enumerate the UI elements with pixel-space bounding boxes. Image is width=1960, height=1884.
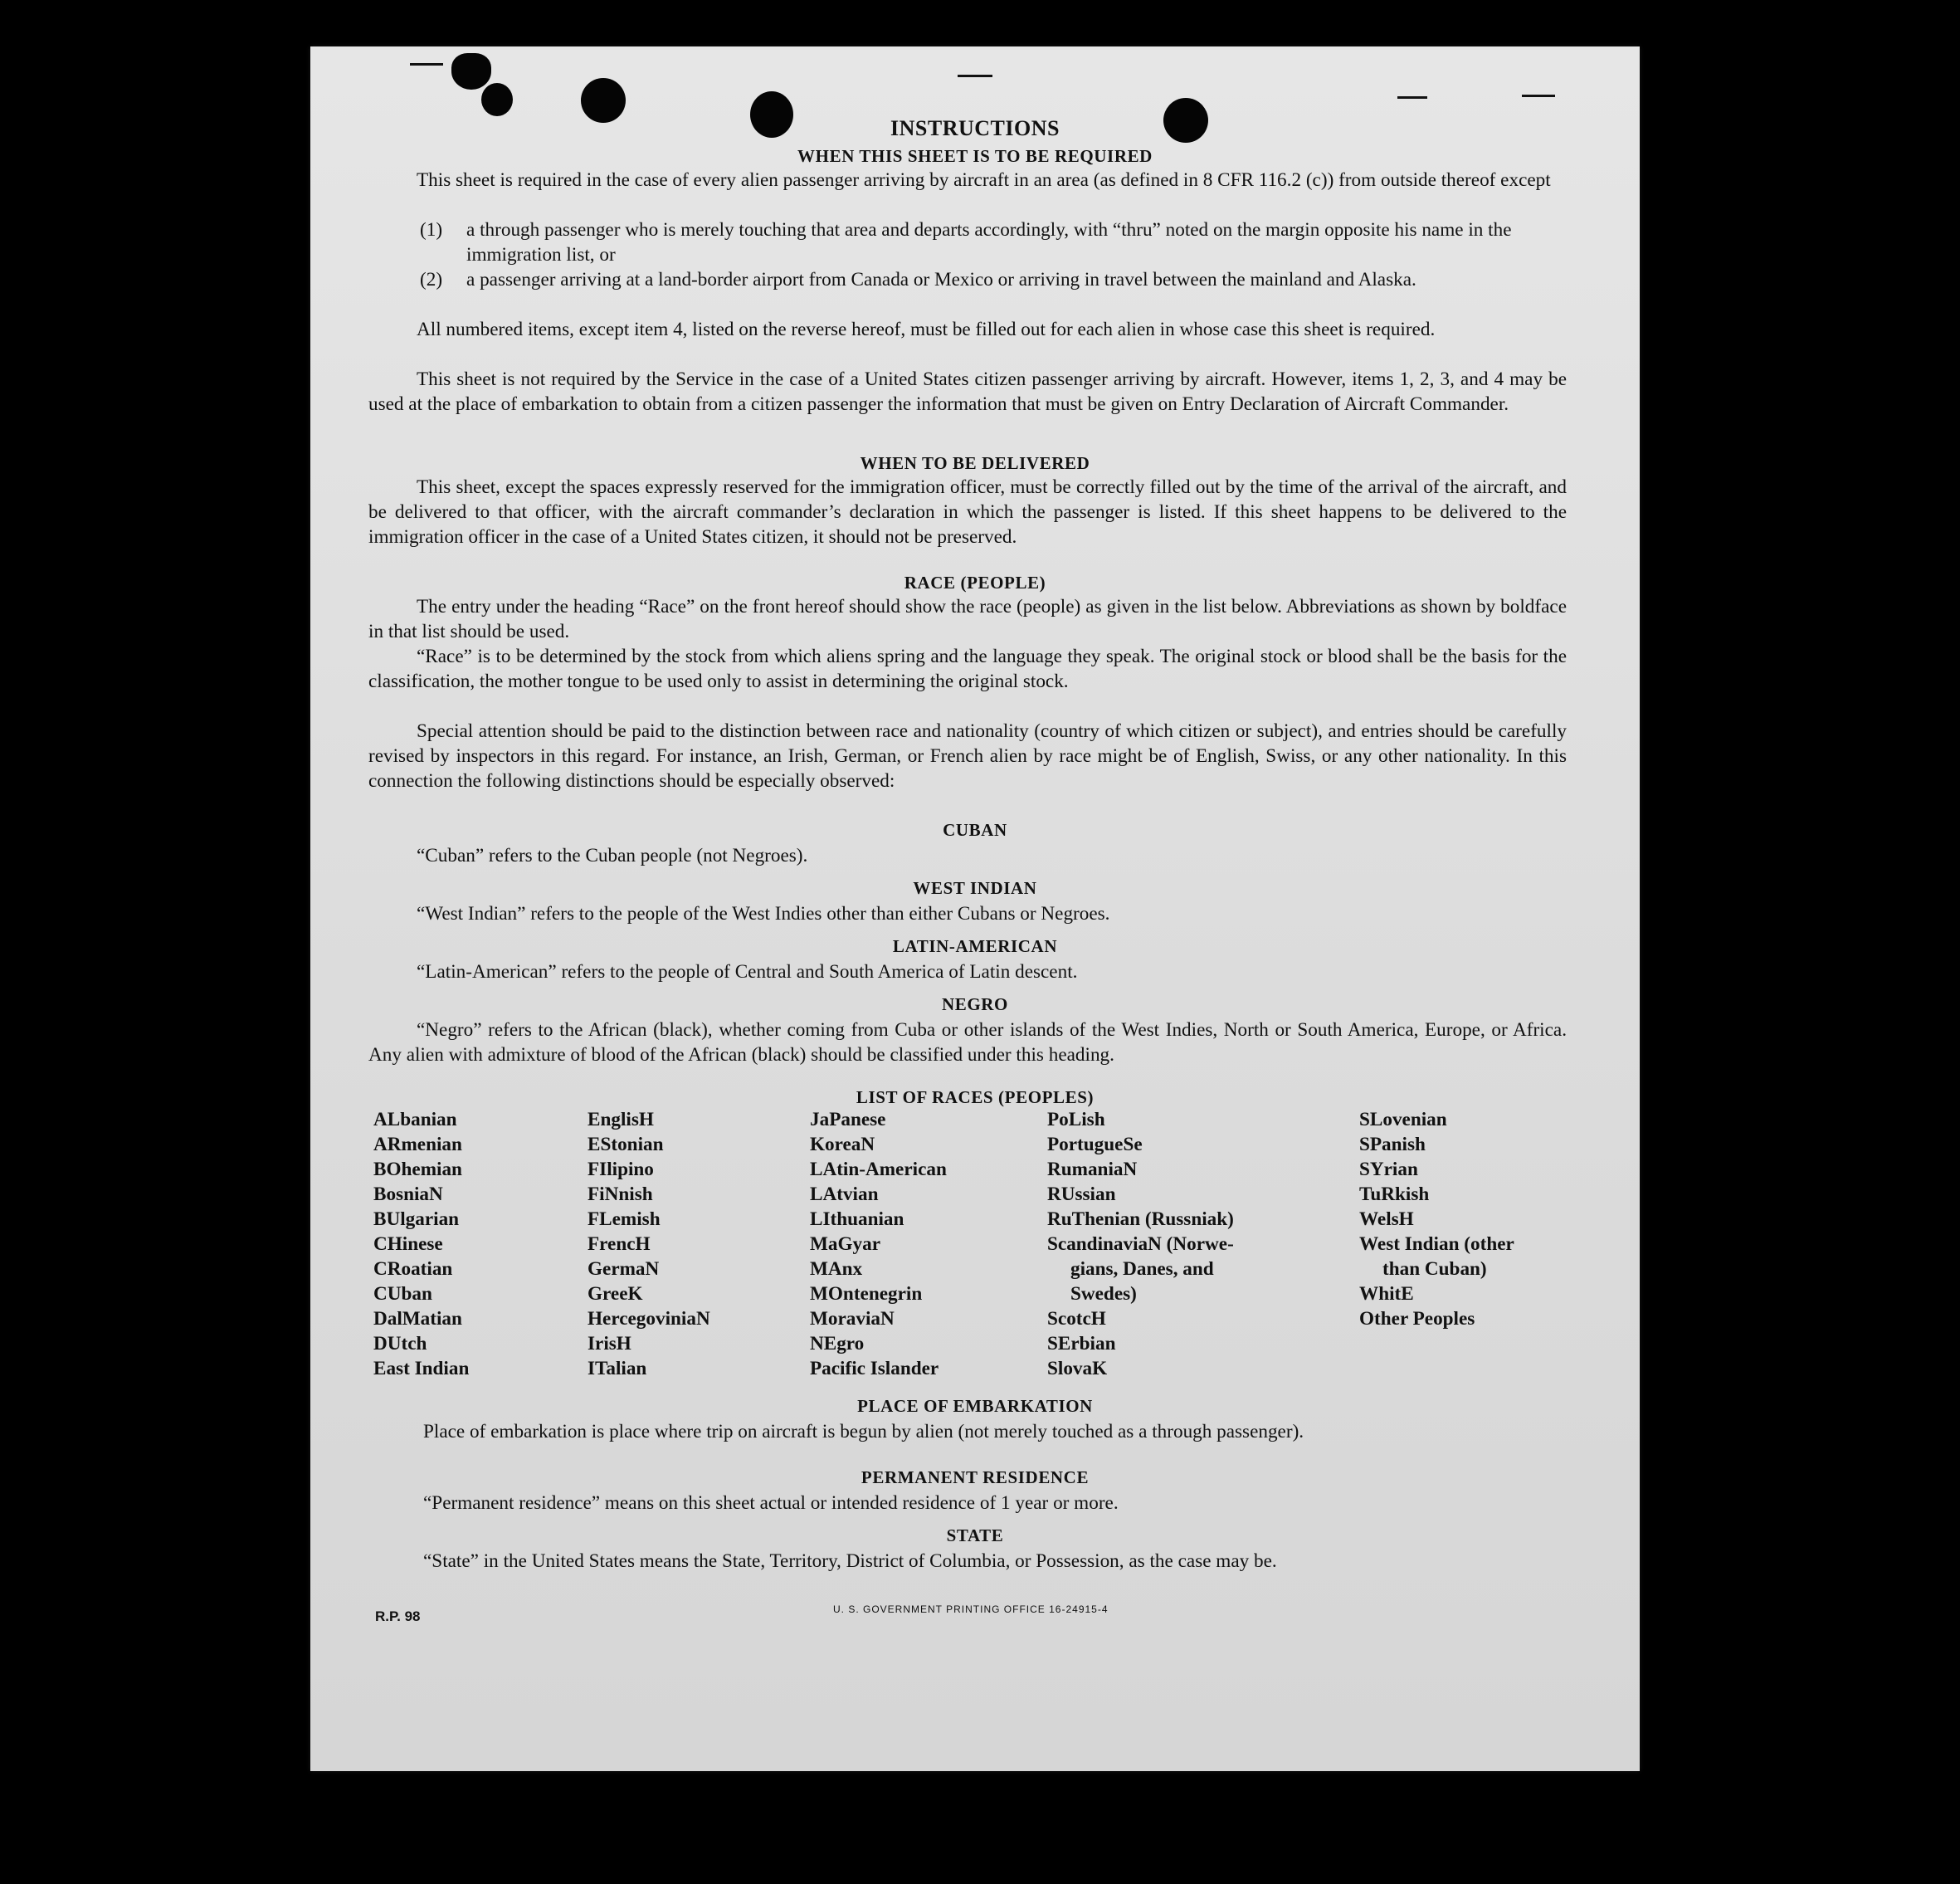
list-text: a passenger arriving at a land-border airport from Canada or Mexico or arriving in travel between the mainland and Alaska. xyxy=(466,269,1416,290)
section-heading-when-required: WHEN THIS SHEET IS TO BE REQUIRED xyxy=(797,146,1153,166)
race-item: ScandinaviaN (Norwe- xyxy=(1047,1233,1234,1255)
race-column-3 xyxy=(810,1107,947,1381)
race-item: FIlipino xyxy=(588,1159,654,1180)
race-item: DUtch xyxy=(373,1333,427,1354)
race-item: JaPanese xyxy=(810,1109,886,1130)
race-item: LAtvian xyxy=(810,1184,879,1205)
punch-hole xyxy=(451,53,491,90)
race-item: FrencH xyxy=(588,1233,651,1255)
printer-imprint: U. S. GOVERNMENT PRINTING OFFICE 16-24915-4 xyxy=(833,1603,1109,1615)
paragraph: This sheet is required in the case of every alien passenger arriving by aircraft in an area (as defined in 8 CFR 116.2 (c)) from outside thereof except xyxy=(417,169,1551,191)
race-item: HercegoviniaN xyxy=(588,1308,710,1330)
document-page xyxy=(310,46,1640,1771)
race-item: WhitE xyxy=(1359,1283,1414,1305)
race-item: MoraviaN xyxy=(810,1308,895,1330)
race-item: PortugueSe xyxy=(1047,1134,1143,1155)
list-text: a through passenger who is merely touching that area and departs accordingly, with “thru” noted on the margin opposite his name in the immigration list, or xyxy=(466,219,1512,266)
race-item: TuRkish xyxy=(1359,1184,1430,1205)
race-column-4 xyxy=(1047,1107,1234,1381)
paragraph: “Latin-American” refers to the people of Central and South America of Latin descent. xyxy=(417,961,1078,983)
section-heading-cuban: CUBAN xyxy=(943,820,1007,840)
paragraph: “Race” is to be determined by the stock from which aliens spring and the language they speak. The original stock or blood shall be the basis for the classification, the mother tongue to be used only to assist in determining the original stock. xyxy=(368,646,1567,692)
paragraph: “Permanent residence” means on this sheet actual or intended residence of 1 year or more. xyxy=(423,1492,1119,1514)
race-column-5 xyxy=(1359,1107,1514,1331)
paragraph: This sheet, except the spaces expressly reserved for the immigration officer, must be correctly filled out by the time of the arrival of the aircraft, and be delivered to that officer, with the aircraft commander’s declaration in which the passenger is listed. If this sheet happens to be delivered to the immigration officer in the case of a United States citizen, it should not be preserved. xyxy=(368,476,1567,548)
paragraph: Special attention should be paid to the distinction between race and nationality (country of which citizen or subject), and entries should be carefully revised by inspectors in this regard. For instance, an Irish, German, or French alien by race might be of English, Swiss, or any other nationality. In this connection the following distinctions should be especially observed: xyxy=(368,720,1567,792)
paragraph: “Negro” refers to the African (black), whether coming from Cuba or other islands of the West Indies, North or South America, Europe, or Africa. Any alien with admixture of blood of the African (black) should be classified under this heading. xyxy=(368,1019,1567,1066)
race-item: CRoatian xyxy=(373,1258,453,1280)
section-heading-list-of-races: LIST OF RACES (PEOPLES) xyxy=(856,1087,1095,1107)
race-item: West Indian (other xyxy=(1359,1233,1514,1255)
form-number: R.P. 98 xyxy=(375,1608,421,1624)
race-item: FLemish xyxy=(588,1208,661,1230)
section-heading-west-indian: WEST INDIAN xyxy=(913,878,1037,898)
race-item: FiNnish xyxy=(588,1184,653,1205)
race-item: NEgro xyxy=(810,1333,865,1354)
race-item: IrisH xyxy=(588,1333,631,1354)
race-item: East Indian xyxy=(373,1358,470,1379)
race-item: WelsH xyxy=(1359,1208,1414,1230)
race-item: SErbian xyxy=(1047,1333,1116,1354)
race-item-continued: than Cuban) xyxy=(1382,1258,1487,1280)
punch-hole xyxy=(481,83,513,116)
race-item: DalMatian xyxy=(373,1308,462,1330)
scan-mark xyxy=(958,75,992,77)
paragraph: This sheet is not required by the Service in the case of a United States citizen passenger arriving by aircraft. However, items 1, 2, 3, and 4 may be used at the place of embarkation to obtain from a citizen passenger the information that must be given on Entry Declaration of Aircraft Commander. xyxy=(368,369,1567,415)
race-item: SPanish xyxy=(1359,1134,1426,1155)
race-item: CUban xyxy=(373,1283,432,1305)
race-item: BUlgarian xyxy=(373,1208,460,1230)
race-item: SlovaK xyxy=(1047,1358,1108,1379)
section-heading-negro: NEGRO xyxy=(941,994,1008,1014)
section-heading-state: STATE xyxy=(946,1525,1004,1545)
race-item: EnglisH xyxy=(588,1109,654,1130)
race-item: EStonian xyxy=(588,1134,664,1155)
page-title: INSTRUCTIONS xyxy=(890,116,1060,140)
race-item: BosniaN xyxy=(373,1184,443,1205)
list-item xyxy=(420,267,1567,292)
paragraph: Place of embarkation is place where trip on aircraft is begun by alien (not merely touched as a through passenger). xyxy=(423,1421,1304,1442)
race-item-continued: gians, Danes, and xyxy=(1070,1258,1214,1280)
section-heading-residence: PERMANENT RESIDENCE xyxy=(861,1467,1090,1487)
race-item: GreeK xyxy=(588,1283,643,1305)
race-item: BOhemian xyxy=(373,1159,462,1180)
race-item: SYrian xyxy=(1359,1159,1418,1180)
list-item xyxy=(420,217,1567,267)
race-item: ARmenian xyxy=(373,1134,462,1155)
scan-mark xyxy=(410,63,443,66)
race-item: CHinese xyxy=(373,1233,443,1255)
race-item: GermaN xyxy=(588,1258,660,1280)
race-item: MAnx xyxy=(810,1258,863,1280)
race-item: PoLish xyxy=(1047,1109,1105,1130)
section-heading-latin-american: LATIN-AMERICAN xyxy=(892,936,1058,956)
paragraph: “West Indian” refers to the people of the West Indies other than either Cubans or Negroes. xyxy=(417,903,1110,925)
race-item: Other Peoples xyxy=(1359,1308,1475,1330)
paragraph: “State” in the United States means the State, Territory, District of Columbia, or Possession, as the case may be. xyxy=(423,1550,1277,1572)
section-heading-when-delivered: WHEN TO BE DELIVERED xyxy=(860,453,1090,473)
paragraph: “Cuban” refers to the Cuban people (not Negroes). xyxy=(417,845,808,866)
race-item: KoreaN xyxy=(810,1134,875,1155)
race-column-2 xyxy=(588,1107,710,1381)
race-item: ScotcH xyxy=(1047,1308,1106,1330)
race-item: MOntenegrin xyxy=(810,1283,923,1305)
race-item: RUssian xyxy=(1047,1184,1116,1205)
race-item: ITalian xyxy=(588,1358,647,1379)
race-item: RuThenian (Russniak) xyxy=(1047,1208,1234,1230)
race-item-continued: Swedes) xyxy=(1070,1283,1137,1305)
section-heading-embarkation: PLACE OF EMBARKATION xyxy=(857,1396,1093,1416)
race-item: LIthuanian xyxy=(810,1208,904,1230)
scan-mark xyxy=(1522,95,1555,97)
list-number: (2) xyxy=(420,269,443,290)
paragraph: The entry under the heading “Race” on the front hereof should show the race (people) as given in the list below. Abbreviations as shown by boldface in that list should be used. xyxy=(368,596,1567,642)
scan-mark xyxy=(1397,96,1427,99)
paragraph: All numbered items, except item 4, listed on the reverse hereof, must be filled out for each alien in whose case this sheet is required. xyxy=(417,319,1436,340)
race-item: SLovenian xyxy=(1359,1109,1447,1130)
race-item: ALbanian xyxy=(373,1109,457,1130)
race-item: Pacific Islander xyxy=(810,1358,939,1379)
race-item: RumaniaN xyxy=(1047,1159,1138,1180)
section-heading-race: RACE (PEOPLE) xyxy=(904,573,1046,593)
race-column-1 xyxy=(373,1107,469,1381)
race-item: LAtin-American xyxy=(810,1159,947,1180)
list-number: (1) xyxy=(420,219,443,241)
race-item: MaGyar xyxy=(810,1233,880,1255)
